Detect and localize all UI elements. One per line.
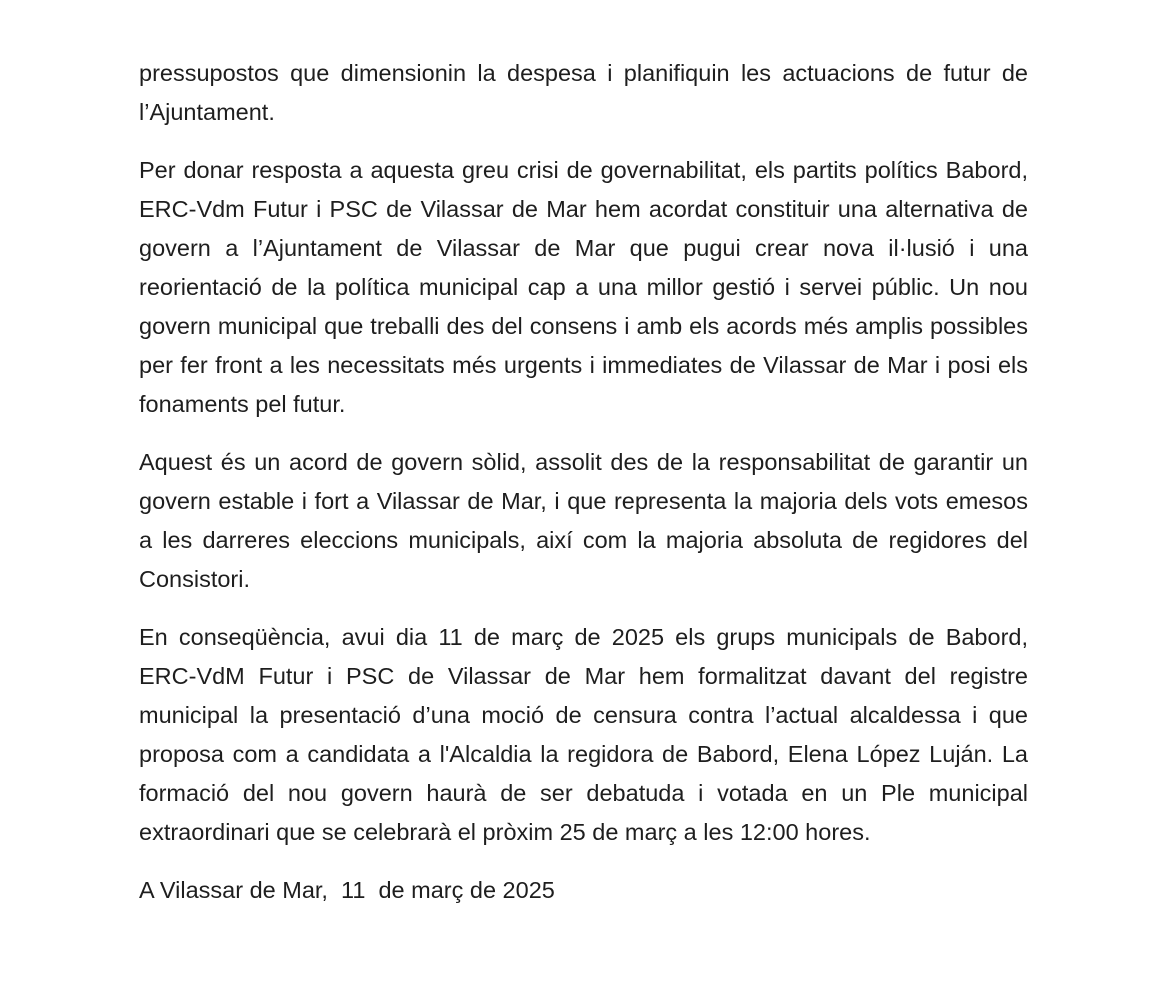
paragraph-governance-alternative: Per donar resposta a aquesta greu crisi de governabilitat, els partits polítics Babord, ERC-Vdm Futur i PSC de Vilassar de Mar hem acordat constituir una alternativa de govern a l’Ajuntament de Vilassar de Mar que pugui crear nova il·lusió i una reorientació de la política municipal cap a una millor gestió i servei públic. Un nou govern municipal que treballi des del consens i amb els acords més amplis possibles per fer front a les necessitats més urgents i immediates de Vilassar de Mar i posi els fonaments pel futur. bbox=[139, 157, 1028, 417]
paragraph-censure-motion: En conseqüència, avui dia 11 de març de 2025 els grups municipals de Babord, ERC-VdM Futur i PSC de Vilassar de Mar hem formalitzat davant del registre municipal la presentació d’una moció de censura contra l’actual alcaldessa i que proposa com a candidata a l'Alcaldia la regidora de Babord, Elena López Luján. La formació del nou govern haurà de ser debatuda i votada en un Ple municipal extraordinari que se celebrarà el pròxim 25 de març a les 12:00 hores. bbox=[139, 624, 1028, 845]
paragraph-budget-closing: pressupostos que dimensionin la despesa i planifiquin les actuacions de futur de l’Ajuntament. bbox=[139, 60, 1028, 125]
signoff-place-date: A Vilassar de Mar, 11 de març de 2025 bbox=[139, 877, 555, 903]
paragraph-government-agreement: Aquest és un acord de govern sòlid, assolit des de la responsabilitat de garantir un govern estable i fort a Vilassar de Mar, i que representa la majoria dels vots emesos a les darreres eleccions municipals, així com la majoria absoluta de regidores del Consistori. bbox=[139, 449, 1028, 592]
